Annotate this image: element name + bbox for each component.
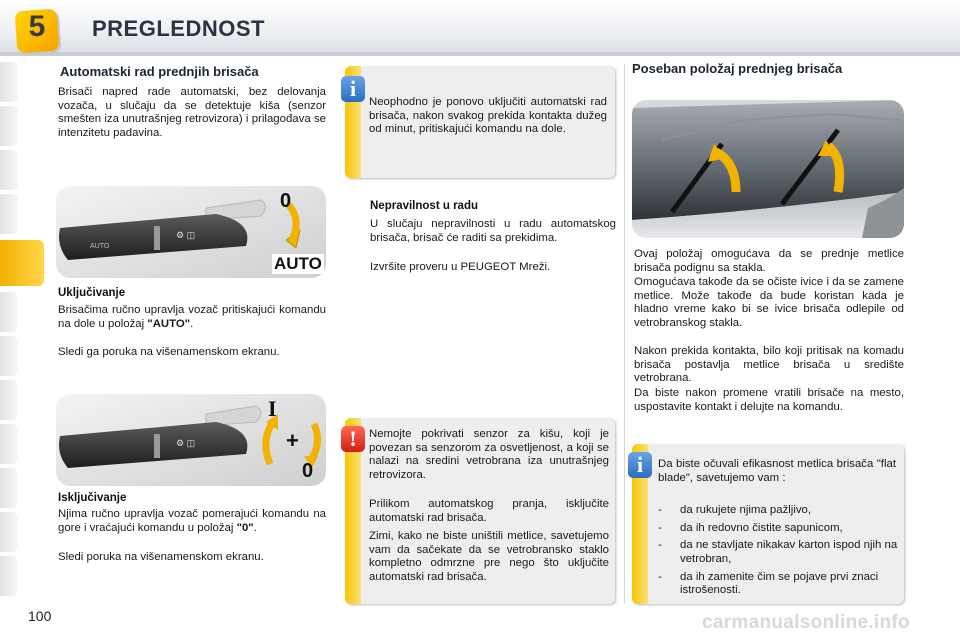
page-title: PREGLEDNOST	[92, 16, 265, 41]
warning-icon: !	[341, 426, 365, 452]
on-paragraph-2: Sledi ga poruka na višenamenskom ekranu.	[58, 346, 280, 358]
on-text: Brisačima ručno upravlja vozač pritiskajući komandu na dole u položaj	[58, 304, 326, 330]
off-heading: Isključivanje	[58, 492, 127, 504]
info-note-text: Neophodno je ponovo uključiti automatski rad brisača, nakon svakog prekida kontakta dužeg od minut, pritiskajući komandu na dole.	[369, 96, 607, 136]
special-paragraph-3: Nakon prekida kontakta, bilo koji pritisak na komadu brisača postavlja metlice brisača u središte vetrobrana.	[634, 345, 904, 385]
tip-intro: Da biste očuvali efikasnost metlica brisača "flat blade", savetujemo vam :	[658, 458, 896, 484]
list-item: - da rukujete njima pažljivo,	[658, 504, 812, 516]
info-icon: i	[341, 76, 365, 102]
tip-list	[658, 504, 898, 602]
on-paragraph	[58, 304, 326, 331]
side-tab-9[interactable]	[0, 424, 18, 464]
on-heading: Uključivanje	[58, 287, 126, 299]
side-tab-4[interactable]	[0, 194, 18, 234]
side-tab-active[interactable]	[0, 240, 44, 286]
warning-text-2: Prilikom automatskog pranja, isključite automatski rad brisača.	[369, 498, 609, 524]
off-text-position: "0"	[236, 521, 254, 534]
stalk-auto-illustration	[56, 186, 326, 278]
svg-text:⚙ ◫: ⚙ ◫	[176, 230, 196, 240]
side-tab-6[interactable]	[0, 292, 18, 332]
side-tab-11[interactable]	[0, 512, 18, 552]
side-tab-3[interactable]	[0, 150, 18, 190]
list-item: - da ih zamenite čim se pojave prvi znaci istrošenosti.	[658, 570, 879, 597]
special-paragraph-4: Da biste nakon promene vratili brisače na mesto, uspostavite kontakt i delujte na komandu.	[634, 387, 904, 413]
on-text-end: .	[190, 317, 194, 330]
stalk-plus-label: +	[286, 428, 299, 453]
warning-text-3: Zimi, kako ne biste uništili metlice, savetujemo vam da sačekate da se vetrobransko staklo kompletno odmrzne pre nego što uključite automatski rad brisača.	[369, 530, 609, 584]
intro-paragraph: Brisači napred rade automatski, bez delovanja vozača, u slučaju da se detektuje kiša (senzor smešten iza unutrašnjeg retrovizora) i prilagođava se intenzitetu padavina.	[58, 86, 326, 140]
section-heading-special-position: Poseban položaj prednjeg brisača	[632, 61, 843, 76]
malfunction-paragraph: U slučaju nepravilnosti u radu automatskog brisača, brisač će raditi sa prekidima.	[370, 218, 616, 244]
on-text-position: "AUTO"	[147, 317, 191, 330]
malfunction-heading: Nepravilnost u radu	[370, 200, 478, 212]
side-tab-12[interactable]	[0, 556, 18, 596]
stalk-manual-illustration	[56, 394, 326, 486]
svg-text:⚙ ◫: ⚙ ◫	[176, 438, 196, 448]
stalk-position-0-label-2: 0	[302, 460, 314, 482]
special-paragraph-2: Omogućava takođe da se očiste ivice i da se zamene metlice. Može takođe da bude koristan kada je hladno vreme kako bi se ivice brisača odlepile od vetrobranskog stakla.	[634, 276, 904, 330]
watermark: carmanualsonline.info	[702, 612, 910, 633]
off-paragraph-2: Sledi poruka na višenamenskom ekranu.	[58, 551, 264, 563]
side-tab-2[interactable]	[0, 106, 18, 146]
side-tab-8[interactable]	[0, 380, 18, 420]
column-divider	[624, 64, 625, 604]
off-text: Njima ručno upravlja vozač pomerajući komandu na gore i vraćajući komandu u položaj	[58, 508, 326, 534]
svg-text:AUTO: AUTO	[90, 243, 110, 250]
side-tab-7[interactable]	[0, 336, 18, 376]
list-item: - da ih redovno čistite sapunicom,	[658, 521, 843, 534]
chapter-number: 5	[28, 10, 46, 43]
side-tab-1[interactable]	[0, 62, 18, 102]
info-icon: i	[628, 452, 652, 478]
off-text-end: .	[253, 521, 257, 534]
stalk-position-0-label: 0	[280, 190, 292, 212]
off-paragraph	[58, 508, 326, 535]
info-note-box	[345, 66, 615, 178]
warning-text-1: Nemojte pokrivati senzor za kišu, koji je povezan sa senzorom za osvetljenost, a koji se nalazi na sredini vetrobrana iza unutrašnjeg retrovizora.	[369, 428, 609, 482]
tip-note-box	[632, 444, 904, 604]
page-number: 100	[28, 608, 52, 624]
stalk-auto-label: AUTO	[274, 254, 322, 273]
stalk-position-I-label: I	[268, 396, 277, 421]
list-item: - da ne stavljate nikakav karton ispod njih na vetrobran,	[658, 539, 898, 566]
side-tab-10[interactable]	[0, 468, 18, 508]
section-heading-auto-wipers: Automatski rad prednjih brisača	[60, 64, 259, 79]
warning-note-box	[345, 418, 615, 604]
header-rule	[0, 52, 960, 56]
malfunction-paragraph-2: Izvršite proveru u PEUGEOT Mreži.	[370, 261, 551, 273]
special-paragraph-1: Ovaj položaj omogućava da se prednje metlice brisača podignu sa stakla.	[634, 248, 904, 274]
windshield-wipers-photo	[632, 100, 904, 238]
